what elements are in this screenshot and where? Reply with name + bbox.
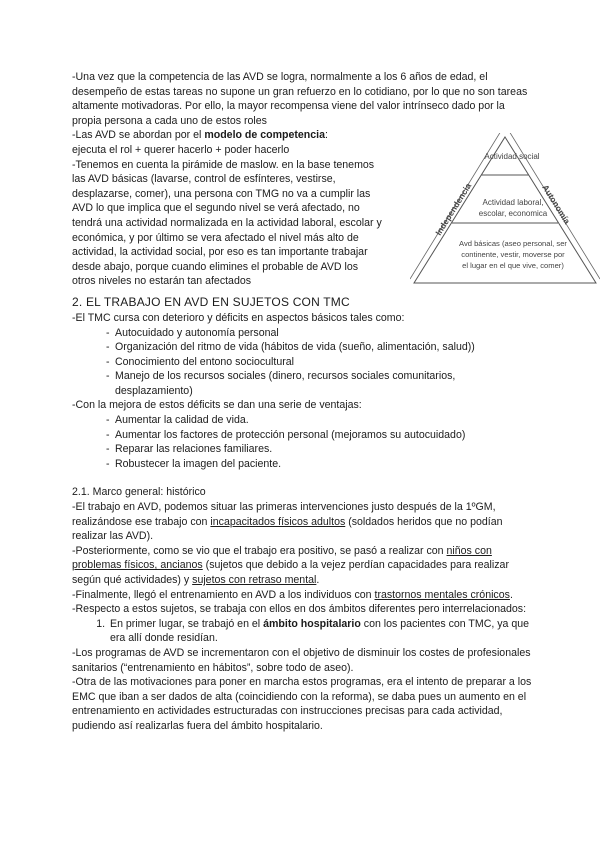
history-p3-underline: trastornos mentales crónicos xyxy=(374,588,510,601)
deficits-list xyxy=(72,326,532,399)
history-paragraph-2 xyxy=(72,544,532,588)
history-p1-underline: incapacitados físicos adultos xyxy=(210,515,346,528)
areas-list xyxy=(72,617,532,646)
advantages-list xyxy=(72,413,532,471)
intro-p2-colon: : xyxy=(325,129,328,142)
history-paragraph-3 xyxy=(72,588,532,603)
independence-label: Independencia xyxy=(433,181,474,238)
maslow-pyramid-diagram xyxy=(410,133,600,289)
section-2-1-heading: 2.1. Marco general: histórico xyxy=(72,486,206,499)
list-item: - Organización del ritmo de vida (hábitos de vida (sueño, alimentación, salud)) xyxy=(106,340,532,355)
spacer xyxy=(72,471,532,485)
advantages-intro: -Con la mejora de estos déficits se dan una serie de ventajas: xyxy=(72,399,362,412)
history-p2-text-c: . xyxy=(316,574,320,586)
intro-formula: ejecuta el rol + querer hacerlo + poder hacerlo xyxy=(72,143,290,156)
history-paragraph-5: -Los programas de AVD se incrementaron con el objetivo de disminuir los costes de profesionales sanitarios (“entrenamiento en hábitos”, sobre todo de aseo). xyxy=(72,646,531,674)
item-text-a: En primer lugar, se trabajó en el xyxy=(110,617,264,630)
pyramid-level-bottom-line-2: continente, vestir, moverse por xyxy=(461,250,565,259)
competence-model-term: modelo de competencia xyxy=(204,129,325,142)
history-p2-text-b: (sujetos que debido a la vejez perdían capacidades para realizar según qué actividades) y xyxy=(72,559,509,586)
intro-paragraph-1: -Una vez que la competencia de las AVD se logra, normalmente a los 6 años de edad, el desempeño de estas tareas no supone un gran refuerzo en lo cotidiano, por lo que no son tareas altamente motivadoras. Por ello, la mayor recompensa viene del valor intrínseco dado por la propia persona a cada uno de estos roles xyxy=(72,71,528,127)
history-p3-text-b: . xyxy=(509,588,513,601)
history-p1-text-b: (soldados heridos que no podían realizar las AVD). xyxy=(72,515,503,543)
section-2-intro: -El TMC cursa con deterioro y déficits en aspectos básicos tales como: xyxy=(72,311,405,324)
history-p3-text-a: -Finalmente, llegó el entrenamiento en AVD a los individuos con xyxy=(72,588,375,601)
list-item: - Aumentar los factores de protección personal (mejoramos su autocuidado) xyxy=(106,428,532,443)
list-item xyxy=(108,617,532,646)
list-item: - Aumentar la calidad de vida. xyxy=(106,413,532,428)
intro-p2-text: -Las AVD se abordan por el xyxy=(72,129,205,142)
history-p1-text-a: -El trabajo en AVD, podemos situar las primeras intervenciones justo después de la 1ºGM, realizándose ese trabajo con xyxy=(72,501,496,528)
history-paragraph-1 xyxy=(72,500,532,544)
pyramid-level-bottom-line-1: Avd básicas (aseo personal, ser xyxy=(459,239,567,248)
pyramid-level-middle-line-2: escolar, economica xyxy=(478,209,548,218)
history-paragraph-4: -Respecto a estos sujetos, se trabaja con ellos en dos ámbitos diferentes pero interrelacionados: xyxy=(72,603,527,616)
history-p2-text-a: -Posteriormente, como se vio que el trabajo era positivo, se pasó a realizar con xyxy=(72,544,447,557)
pyramid-level-top: Actividad social xyxy=(484,152,540,161)
list-item: - Reparar las relaciones familiares. xyxy=(106,442,532,457)
list-item: - Conocimiento del entono sociocultural xyxy=(106,355,532,370)
pyramid-level-bottom-line-3: el lugar en el que vive, comer) xyxy=(462,261,564,270)
section-2-heading: 2. EL TRABAJO EN AVD EN SUJETOS CON TMC xyxy=(72,294,350,309)
history-p2-underline-2: sujetos con retraso mental xyxy=(192,574,317,586)
list-item: - Autocuidado y autonomía personal xyxy=(106,326,532,341)
item-text-b: con los pacientes con TMC, ya que era allí donde residían. xyxy=(110,617,530,645)
pyramid-level-middle-line-1: Actividad laboral, xyxy=(482,198,544,207)
maslow-paragraph: -Tenemos en cuenta la pirámide de maslow. en la base tenemos las AVD básicas (lavarse, control de esfínteres, vestirse, desplazarse, comer), una persona con TMG no va a cumplir las AVD lo que implica que el segundo nivel se verá afectado, no tendrá una actividad normalizada en la actividad laboral, escolar y económica, y por último se vera afectado el nivel más alto de actividad, la actividad social, por eso es tan importante trabajar desde abajo, porque cuando elimines el probable de AVD los otros niveles no estarán tan afectados xyxy=(72,158,382,288)
list-item: - Manejo de los recursos sociales (dinero, recursos sociales comunitarios, desplazamiento) xyxy=(106,369,532,398)
history-paragraph-6: -Otra de las motivaciones para poner en marcha estos programas, era el intento de preparar a los EMC que iban a ser dados de alta (coincidiendo con la reforma), se daba pues un aumento en el entrenamiento en actividades estructuradas con instrucciones precisas para cada actividad, pudiendo así realizarlas fuera del ámbito hospitalario. xyxy=(72,676,532,732)
list-item: - Robustecer la imagen del paciente. xyxy=(106,457,532,472)
hospital-area-term: ámbito hospitalario xyxy=(263,617,361,630)
history-p2-underline-1: niños con problemas físicos, ancianos xyxy=(72,544,492,572)
autonomy-label: Autonomía xyxy=(540,182,573,226)
